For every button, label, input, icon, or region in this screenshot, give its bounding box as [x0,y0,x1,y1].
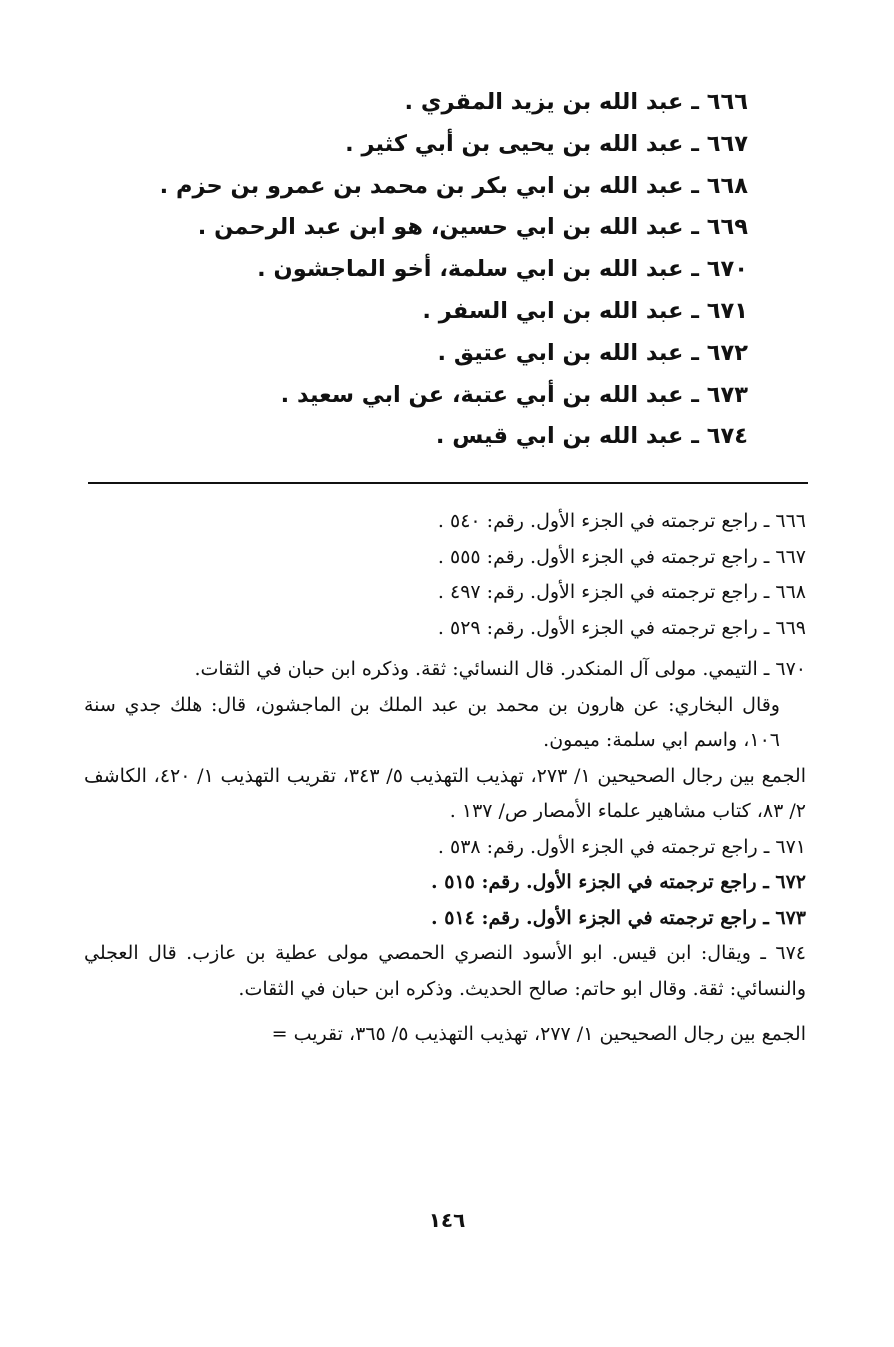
footnotes [84,504,806,1053]
entry-668: ٦٦٨ ـ عبد الله بن ابي بكر بن محمد بن عمرو بن حزم . [159,172,748,199]
biography-entries [88,82,748,458]
footnote-672: ٦٧٢ ـ راجع ترجمته في الجزء الأول. رقم: ٥١٥ . [431,871,806,893]
footnote-671: ٦٧١ ـ راجع ترجمته في الجزء الأول. رقم: ٥٣٨ . [437,835,806,858]
entry-674: ٦٧٤ ـ عبد الله بن ابي قيس . [435,423,748,450]
footnote-670-sources: الجمع بين رجال الصحيحين ١/ ٢٧٣، تهذيب التهذيب ٥/ ٣٤٣، تقريب التهذيب ١/ ٤٢٠، الكاشف ٢/ ٨٣، كتاب مشاهير علماء الأمصار ص/ ١٣٧ . [84,764,807,822]
entry-671: ٦٧١ ـ عبد الله بن ابي السفر . [422,297,748,324]
footnote-673: ٦٧٣ ـ راجع ترجمته في الجزء الأول. رقم: ٥١٤ . [431,906,806,929]
footnote-669: ٦٦٩ ـ راجع ترجمته في الجزء الأول. رقم: ٥٢٩ . [437,616,806,639]
footnote-667: ٦٦٧ ـ راجع ترجمته في الجزء الأول. رقم: ٥٥٥ . [437,545,806,568]
entry-669: ٦٦٩ ـ عبد الله بن ابي حسين، هو ابن عبد الرحمن . [197,214,748,241]
footnote-divider [88,482,808,484]
entry-666: ٦٦٦ ـ عبد الله بن يزيد المقري . [404,89,748,115]
page-number: ١٤٦ [428,1208,466,1232]
footnote-670: ٦٧٠ ـ التيمي. مولى آل المنكدر. قال النسائي: ثقة. وذكره ابن حبان في الثقات. [194,658,806,680]
footnote-674-sources: الجمع بين رجال الصحيحين ١/ ٢٧٧، تهذيب التهذيب ٥/ ٣٦٥، تقريب = [271,1023,806,1045]
footnote-670-bukhari: وقال البخاري: عن هارون بن محمد بن عبد الملك بن الماجشون، قال: هلك جدي سنة ١٠٦، واسم ابي سلمة: ميمون. [84,693,780,751]
entry-673: ٦٧٣ ـ عبد الله بن أبي عتبة، عن ابي سعيد . [280,381,748,408]
footnote-674: ٦٧٤ ـ ويقال: ابن قيس. ابو الأسود النصري الحمصي مولى عطية بن عازب. قال العجلي والنسائي: ثقة. وقال ابو حاتم: صالح الحديث. وذكره ابن حبان في الثقات. [84,942,806,1000]
footnote-668: ٦٦٨ ـ راجع ترجمته في الجزء الأول. رقم: ٤٩٧ . [437,581,806,603]
entry-672: ٦٧٢ ـ عبد الله بن ابي عتيق . [437,339,748,366]
footnote-666: ٦٦٦ ـ راجع ترجمته في الجزء الأول. رقم: ٥٤٠ . [437,510,806,532]
entry-667: ٦٦٧ ـ عبد الله بن يحيى بن أبي كثير . [345,130,748,157]
entry-670: ٦٧٠ ـ عبد الله بن ابي سلمة، أخو الماجشون . [257,256,748,283]
